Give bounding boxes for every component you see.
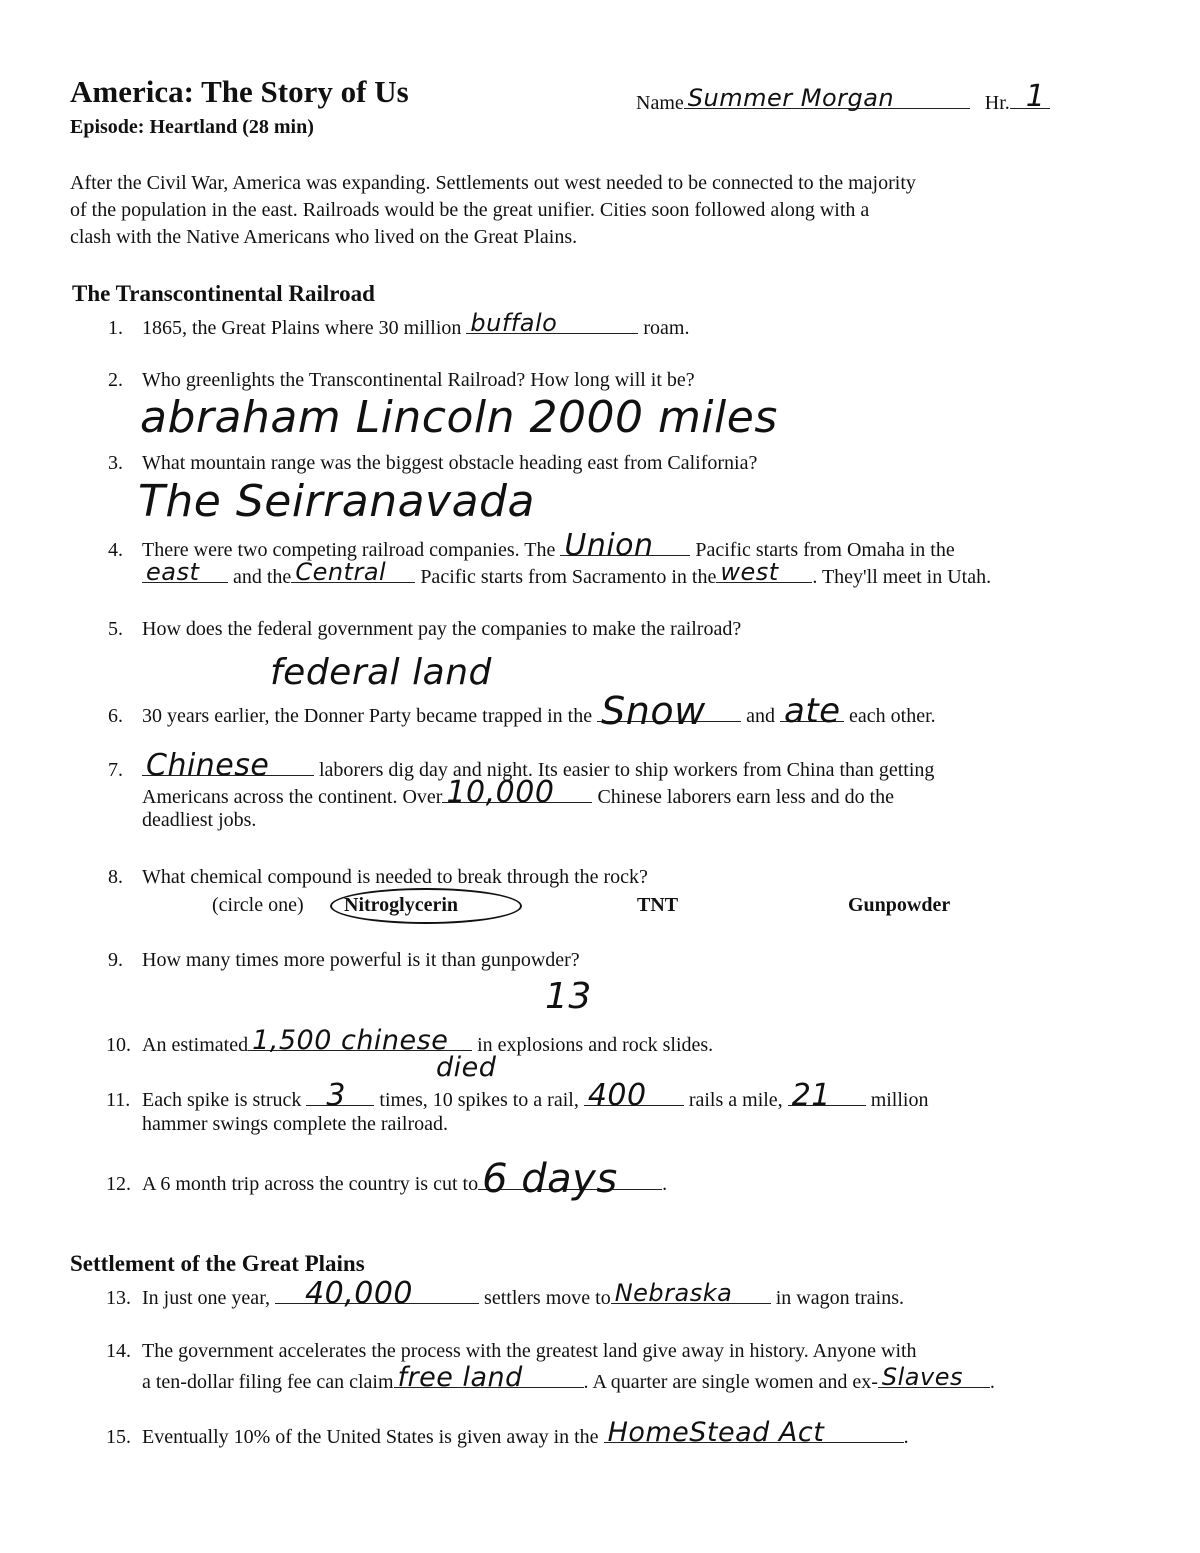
question-text: each other.: [849, 705, 936, 727]
question-text: . A quarter are single women and ex-: [583, 1371, 878, 1393]
question-text: settlers move to: [484, 1287, 611, 1309]
question-1: [108, 311, 689, 342]
question-number: 9.: [108, 949, 123, 971]
question-6: [108, 689, 936, 733]
answer-13-1: 40,000: [305, 1276, 414, 1311]
intro-line-2: of the population in the east. Railroads would be the great unifier. Cities soon followed along with a: [70, 199, 870, 221]
answer-6-2-field[interactable]: [780, 691, 844, 731]
question-number: 2.: [108, 369, 123, 391]
question-text: million: [870, 1089, 929, 1111]
answer-11-3: 21: [791, 1078, 831, 1113]
question-text: times, 10 spikes to a rail,: [379, 1089, 579, 1111]
answer-13-1-field[interactable]: [275, 1276, 479, 1311]
answer-4-3: Central: [295, 558, 387, 586]
answer-11-2-field[interactable]: [584, 1078, 684, 1113]
intro-line-1: After the Civil War, America was expanding. Settlements out west needed to be connected to the majority: [70, 172, 916, 194]
question-text: and the: [233, 566, 292, 588]
question-text: in explosions and rock slides.: [477, 1034, 714, 1056]
answer-6-1: Snow: [601, 689, 706, 733]
answer-11-1: 3: [326, 1078, 346, 1113]
question-text: rails a mile,: [688, 1089, 783, 1111]
question-text: .: [662, 1173, 668, 1195]
hr-value: 1: [1025, 79, 1046, 114]
hr-label: Hr.: [984, 92, 1010, 114]
answer-1: buffalo: [470, 309, 558, 337]
question-text: Pacific starts from Sacramento in the: [420, 566, 717, 588]
name-field[interactable]: [684, 84, 970, 112]
question-13: [106, 1276, 904, 1312]
question-text: Pacific starts from Omaha in the: [695, 539, 955, 561]
question-text: roam.: [643, 317, 690, 339]
question-number: 1.: [108, 317, 123, 339]
question-3: [108, 450, 757, 477]
question-number: 14.: [106, 1340, 131, 1362]
question-text: The government accelerates the process with the greatest land give away in history. Anyone with: [142, 1340, 917, 1362]
question-text: . They'll meet in Utah.: [812, 566, 992, 588]
answer-14-1: free land: [397, 1362, 523, 1393]
answer-4-1-field[interactable]: [560, 528, 690, 563]
question-11-line-2: hammer swings complete the railroad.: [142, 1113, 449, 1135]
option-nitroglycerin[interactable]: Nitroglycerin: [344, 894, 459, 916]
answer-7-2: 10,000: [446, 775, 555, 810]
name-value: Summer Morgan: [687, 84, 895, 112]
answer-9[interactable]: 13: [545, 976, 592, 1017]
question-14-line-2: [142, 1362, 995, 1396]
question-text: Chinese laborers earn less and do the: [597, 786, 895, 808]
question-number: 3.: [108, 452, 123, 474]
question-7-line-3: deadliest jobs.: [142, 809, 257, 831]
answer-11-2: 400: [587, 1078, 647, 1113]
question-number: 12.: [106, 1173, 131, 1195]
answer-7-1: Chinese: [146, 748, 270, 783]
question-10: [106, 1025, 714, 1059]
answer-4-1: Union: [564, 528, 654, 563]
question-text: What mountain range was the biggest obstacle heading east from California?: [142, 452, 758, 474]
answer-13-2-field[interactable]: [611, 1279, 771, 1307]
question-8: [108, 864, 648, 891]
answer-4-4: west: [720, 558, 779, 586]
answer-6-2: ate: [784, 691, 841, 731]
question-number: 6.: [108, 705, 123, 727]
question-text: An estimated: [142, 1034, 249, 1056]
name-row: [636, 79, 1050, 117]
answer-13-2: Nebraska: [614, 1279, 733, 1307]
question-text: There were two competing railroad companies. The: [142, 539, 556, 561]
answer-4-4-field[interactable]: [716, 558, 812, 586]
answer-1-field[interactable]: [466, 309, 638, 337]
question-text: and: [746, 705, 776, 727]
question-2: [108, 367, 695, 394]
question-11-line-1: [106, 1078, 929, 1114]
answer-12-field[interactable]: [478, 1156, 662, 1202]
page-title: America: The Story of Us: [70, 74, 409, 109]
answer-10-extra: died: [436, 1052, 497, 1083]
question-12: [106, 1156, 668, 1202]
question-text: 30 years earlier, the Donner Party became trapped in the: [142, 705, 593, 727]
answer-10: 1,500 chinese: [252, 1025, 449, 1056]
question-number: 7.: [108, 759, 123, 781]
question-text: In just one year,: [142, 1287, 271, 1309]
question-number: 11.: [106, 1089, 131, 1111]
circle-one-label: (circle one): [212, 894, 304, 916]
question-text: Each spike is struck: [142, 1089, 302, 1111]
answer-11-1-field[interactable]: [306, 1078, 374, 1113]
question-14-line-1: [106, 1338, 917, 1365]
answer-14-2-field[interactable]: [878, 1363, 990, 1391]
answer-6-1-field[interactable]: [597, 689, 741, 733]
question-text: Who greenlights the Transcontinental Railroad? How long will it be?: [142, 369, 695, 391]
question-text: How many times more powerful is it than gunpowder?: [142, 949, 580, 971]
answer-15-field[interactable]: [604, 1417, 904, 1448]
question-number: 13.: [106, 1287, 131, 1309]
question-text: a ten-dollar filing fee can claim: [142, 1371, 394, 1393]
answer-4-3-field[interactable]: [291, 558, 415, 586]
question-text: How does the federal government pay the companies to make the railroad?: [142, 618, 742, 640]
answer-7-1-field[interactable]: [142, 748, 314, 783]
question-text: What chemical compound is needed to break through the rock?: [142, 866, 648, 888]
hr-field[interactable]: [1010, 79, 1050, 114]
question-text: .: [903, 1426, 909, 1448]
question-text: Eventually 10% of the United States is given away in the: [142, 1426, 599, 1448]
answer-14-2: Slaves: [881, 1363, 963, 1391]
answer-4-2: east: [146, 558, 200, 586]
section-heading-settlement: Settlement of the Great Plains: [70, 1251, 365, 1276]
question-number: 15.: [106, 1426, 131, 1448]
question-text: Americans across the continent. Over: [142, 786, 443, 808]
question-number: 4.: [108, 539, 123, 561]
name-label: Name: [636, 92, 684, 114]
question-text: 1865, the Great Plains where 30 million: [142, 317, 462, 339]
circle-mark: [330, 888, 522, 924]
question-15: [106, 1417, 909, 1451]
answer-3[interactable]: The Seirranavada: [138, 476, 535, 527]
option-tnt[interactable]: TNT: [637, 894, 679, 916]
intro-line-3: clash with the Native Americans who lived on the Great Plains.: [70, 226, 578, 248]
episode-subtitle: Episode: Heartland (28 min): [70, 116, 314, 138]
answer-14-1-field[interactable]: [394, 1362, 584, 1393]
question-number: 10.: [106, 1034, 131, 1056]
question-text: A 6 month trip across the country is cut to: [142, 1173, 479, 1195]
question-text: in wagon trains.: [775, 1287, 904, 1309]
answer-12: 6 days: [482, 1156, 618, 1202]
question-4-line-2: [142, 560, 991, 591]
question-text: .: [989, 1371, 995, 1393]
question-text: laborers dig day and night. Its easier to ship workers from China than getting: [319, 759, 935, 781]
answer-10-field[interactable]: [248, 1025, 472, 1056]
answer-15: HomeStead Act: [607, 1417, 825, 1448]
section-heading-railroad: The Transcontinental Railroad: [72, 281, 375, 306]
question-9: [108, 947, 580, 974]
answer-4-2-field[interactable]: [142, 558, 228, 586]
answer-2[interactable]: abraham Lincoln 2000 miles: [140, 392, 778, 443]
answer-7-2-field[interactable]: [442, 775, 592, 810]
question-number: 5.: [108, 618, 123, 640]
option-gunpowder[interactable]: Gunpowder: [848, 894, 951, 916]
question-number: 8.: [108, 866, 123, 888]
answer-11-3-field[interactable]: [788, 1078, 866, 1113]
answer-5[interactable]: federal land: [270, 652, 492, 693]
question-5: [108, 616, 741, 643]
